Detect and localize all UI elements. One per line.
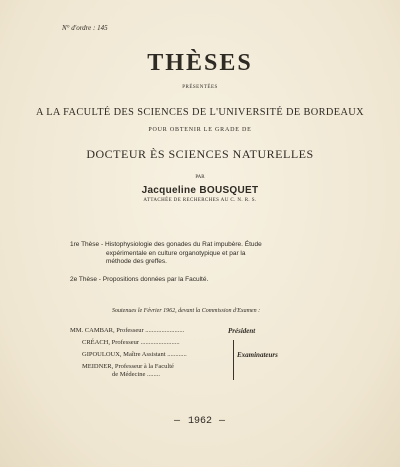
first-thesis bbox=[70, 241, 262, 267]
jury-member-creach bbox=[82, 339, 180, 347]
second-thesis bbox=[70, 276, 208, 285]
jury-member-cambar bbox=[70, 327, 184, 335]
jury-member-line: CRÉACH, Professeur ........................ bbox=[82, 339, 180, 346]
par-line: PAR bbox=[195, 175, 205, 180]
role-president: Président bbox=[228, 327, 256, 335]
faculty-line: A LA FACULTÉ DES SCIENCES DE L'UNIVERSITÉ DE BORDEAUX bbox=[35, 106, 364, 118]
role-examiners: Examinateurs bbox=[237, 351, 278, 359]
jury-member-line: MEIDNER, Professeur à la Faculté bbox=[82, 363, 174, 370]
jury-member-line: GIPOULOUX, Maître Assistant ............ bbox=[82, 351, 187, 358]
jury-member-gipouloux bbox=[82, 351, 187, 359]
order-number: N° d'ordre : 145 bbox=[62, 24, 108, 32]
jury-member-line: MM. CAMBAR, Professeur ........................ bbox=[70, 327, 185, 334]
page-title: THÈSES bbox=[147, 50, 253, 76]
year-dash-right: — bbox=[212, 416, 227, 427]
second-thesis-line-1: Propositions données par la Faculté. bbox=[102, 276, 209, 283]
first-thesis-label: 1re Thèse - bbox=[70, 241, 104, 248]
second-thesis-label: 2e Thèse - bbox=[70, 276, 101, 283]
year-text: 1962 bbox=[187, 416, 212, 427]
author-affiliation: ATTACHÉE DE RECHERCHES AU C. N. R. S. bbox=[143, 198, 257, 203]
first-thesis-line-3: méthode des greffes. bbox=[106, 258, 167, 265]
first-thesis-line-1: Histophysiologie des gonades du Rat impubère. Étude bbox=[104, 241, 262, 248]
publication-year bbox=[0, 416, 400, 427]
year-dash-left: — bbox=[173, 416, 188, 427]
jury-bracket bbox=[233, 340, 234, 380]
first-thesis-line-2: expérimentale en culture organotypique et par la bbox=[106, 249, 246, 257]
degree-line: DOCTEUR ÈS SCIENCES NATURELLES bbox=[86, 147, 314, 161]
defense-date-line: Soutenues le Février 1962, devant la Commission d'Examen : bbox=[112, 308, 261, 314]
jury-member-meidner bbox=[82, 363, 174, 379]
jury-member-line: de Médecine ........ bbox=[112, 371, 161, 378]
title-block bbox=[0, 50, 400, 77]
author-name: Jacqueline BOUSQUET bbox=[141, 185, 259, 196]
presentees-line: PRÉSENTÉES bbox=[182, 85, 218, 90]
grade-line: POUR OBTENIR LE GRADE DE bbox=[148, 127, 252, 133]
